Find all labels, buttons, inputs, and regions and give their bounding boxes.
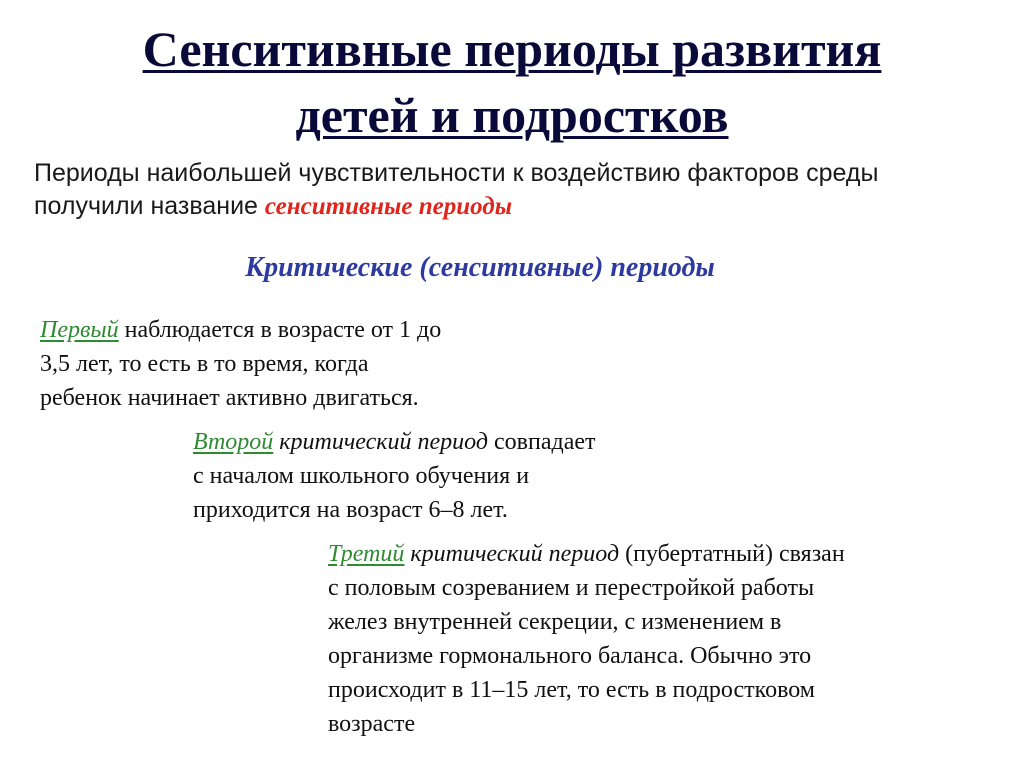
second-period-text-1: совпадает (488, 429, 596, 455)
intro-line-2-prefix: получили название (34, 192, 265, 220)
second-period-block (193, 425, 713, 527)
second-period-lead: Второй (193, 429, 274, 455)
first-period-line-1 (40, 313, 540, 347)
third-period-line-6: возрасте (328, 711, 416, 737)
third-period-line-5: происходит в 11–15 лет, то есть в подростковом (328, 677, 815, 703)
second-period-italic: критический период (273, 429, 488, 455)
first-period-line-3: ребенок начинает активно двигаться. (40, 385, 419, 411)
third-period-text-1: (пубертатный) связан (619, 541, 845, 567)
critical-periods-heading: Критические (сенситивные) периоды (245, 252, 715, 283)
intro-line-2 (34, 190, 994, 223)
slide-title-line-2: детей и подростков (295, 87, 729, 143)
slide-title-line-1: Сенситивные периоды развития (142, 21, 882, 77)
second-period-line-3: приходится на возраст 6–8 лет. (193, 497, 508, 523)
third-period-line-4: организме гормонального баланса. Обычно это (328, 643, 812, 669)
third-period-block (328, 537, 968, 741)
first-period-line-2: 3,5 лет, то есть в то время, когда (40, 351, 369, 377)
first-period-lead: Первый (40, 317, 119, 343)
first-period-text-1: наблюдается в возрасте от 1 до (118, 317, 442, 343)
sensitive-periods-term: сенситивные периоды (264, 193, 513, 220)
first-period-block (40, 313, 540, 415)
third-period-line-1 (328, 537, 968, 571)
third-period-line-2: с половым созреванием и перестройкой работы (328, 575, 815, 601)
third-period-lead: Третий (328, 541, 405, 567)
second-period-line-1 (193, 425, 713, 459)
intro-line-1: Периоды наибольшей чувствительности к воздействию факторов среды (34, 159, 879, 187)
third-period-italic: критический период (404, 541, 620, 567)
third-period-line-3: желез внутренней секреции, с изменением в (328, 609, 782, 635)
second-period-line-2: с началом школьного обучения и (193, 463, 530, 489)
intro-paragraph (34, 157, 994, 223)
